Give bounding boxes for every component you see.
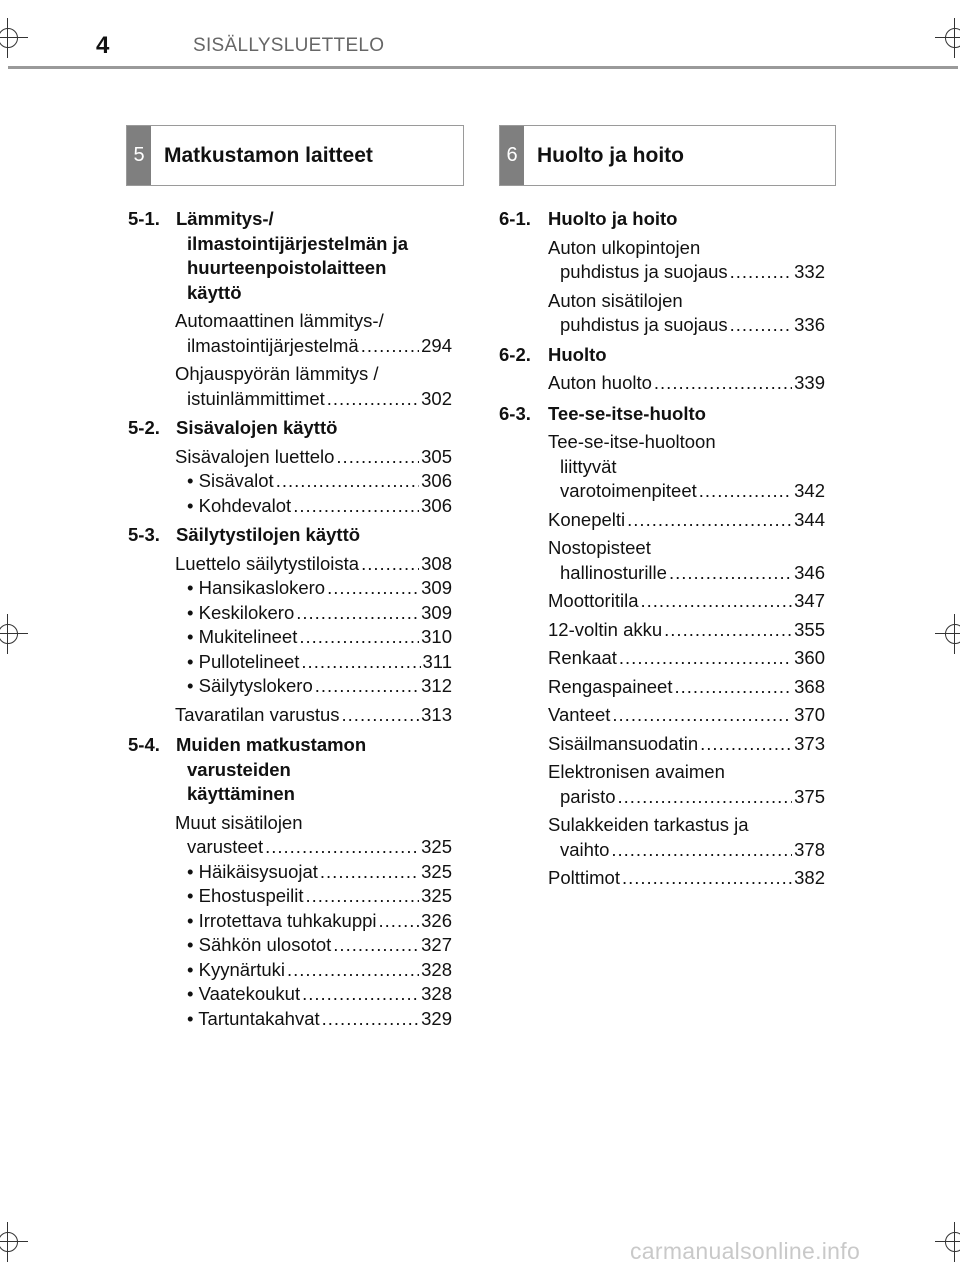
- toc-entry[interactable]: Polttimot ..... 382: [548, 866, 825, 891]
- toc-entry[interactable]: Sisävalojen luettelo ..... 305: [175, 445, 452, 470]
- toc-sub-entry[interactable]: • Hansikaslokero ..... 309: [175, 576, 452, 601]
- registration-mark-icon: [0, 614, 28, 654]
- section-heading[interactable]: 5-3. Säilytystilojen käyttö: [128, 524, 361, 545]
- section-tab-title: Matkustamon laitteet: [164, 144, 373, 167]
- section-heading[interactable]: [128, 207, 452, 305]
- section-heading[interactable]: 5-4. Muiden matkustamon varusteiden käyttäminen: [128, 734, 367, 804]
- toc-sub-entry[interactable]: • Tartuntakahvat ..... 329: [175, 1007, 452, 1032]
- toc-sub-entry[interactable]: • Kohdevalot ..... 306: [175, 494, 452, 519]
- toc-sub-entry[interactable]: • Sähkön ulosotot ..... 327: [175, 933, 452, 958]
- section-heading[interactable]: 6-2. Huolto: [499, 343, 607, 365]
- toc-entry[interactable]: Rengaspaineet ..... 368: [548, 675, 825, 700]
- page-number: 4: [96, 32, 110, 59]
- toc-entry[interactable]: Sulakkeiden tarkastus ja vaihto ..... 378: [548, 813, 825, 862]
- toc-entry[interactable]: Vanteet ..... 370: [548, 703, 825, 728]
- toc-column-right: [499, 207, 825, 891]
- toc-entry[interactable]: Nostopisteet hallinosturille ..... 346: [548, 536, 825, 585]
- section-heading[interactable]: 6-1. Huolto ja hoito: [499, 208, 678, 229]
- toc-entry[interactable]: Elektronisen avaimen paristo ..... 375: [548, 760, 825, 809]
- toc-sub-entry[interactable]: • Säilytyslokero ..... 312: [175, 674, 452, 699]
- toc-entry[interactable]: Tee-se-itse-huoltoon liittyvät varotoimenpiteet ..... 342: [548, 430, 825, 504]
- watermark: carmanualsonline.info: [630, 1238, 861, 1264]
- section-tab-5: [126, 125, 464, 186]
- toc-entry[interactable]: Konepelti ..... 344: [548, 508, 825, 533]
- registration-mark-icon: [0, 1222, 28, 1262]
- toc-entry[interactable]: Auton huolto ..... 339: [548, 371, 825, 396]
- toc-entry[interactable]: Renkaat ..... 360: [548, 646, 825, 671]
- section-name: Lämmitys-/ ilmastointijärjestelmän ja huurteenpoistolaitteen käyttö: [176, 208, 409, 303]
- toc-entry[interactable]: Moottoritila ..... 347: [548, 589, 825, 614]
- toc-column-left: [128, 207, 452, 1031]
- toc-sub-entry[interactable]: • Irrotettava tuhkakuppi ..... 326: [175, 909, 452, 934]
- toc-sub-entry[interactable]: • Kyynärtuki ..... 328: [175, 958, 452, 983]
- toc-sub-entry[interactable]: • Ehostuspeilit ..... 325: [175, 884, 452, 909]
- toc-entry[interactable]: 12-voltin akku ..... 355: [548, 618, 825, 643]
- toc-entry[interactable]: Sisäilmansuodatin ..... 373: [548, 732, 825, 757]
- header-rule: [8, 66, 958, 69]
- section-tab-title: Huolto ja hoito: [537, 144, 684, 167]
- section-tab-number: 5: [127, 126, 151, 185]
- toc-sub-entry[interactable]: • Häikäisysuojat ..... 325: [175, 860, 452, 885]
- registration-mark-icon: [935, 614, 960, 654]
- section-tab-6: [499, 125, 836, 186]
- section-heading[interactable]: 6-3. Tee-se-itse-huolto: [499, 402, 706, 424]
- toc-entry[interactable]: Muut sisätilojen varusteet ..... 325: [175, 811, 452, 860]
- page-header: [0, 28, 960, 72]
- section-heading[interactable]: 5-2. Sisävalojen käyttö: [128, 417, 338, 438]
- section-tab-number: 6: [500, 126, 524, 185]
- toc-entry[interactable]: Luettelo säilytystiloista ..... 308: [175, 552, 452, 577]
- toc-sub-entry[interactable]: • Pullotelineet ..... 311: [175, 650, 452, 675]
- page-title: SISÄLLYSLUETTELO: [193, 35, 385, 56]
- toc-entry[interactable]: Automaattinen lämmitys-/ ilmastointijärjestelmä ..... 294: [175, 309, 452, 358]
- toc-entry[interactable]: Ohjauspyörän lämmitys / istuinlämmittimet ..... 302: [175, 362, 452, 411]
- toc-entry[interactable]: Auton sisätilojen puhdistus ja suojaus ..... 336: [548, 289, 825, 338]
- toc-sub-entry[interactable]: • Mukitelineet ..... 310: [175, 625, 452, 650]
- toc-sub-entry[interactable]: • Sisävalot ..... 306: [175, 469, 452, 494]
- section-number: 5-1.: [128, 208, 160, 229]
- toc-entry[interactable]: Tavaratilan varustus ..... 313: [175, 703, 452, 728]
- toc-entry[interactable]: Auton ulkopintojen puhdistus ja suojaus ..... 332: [548, 236, 825, 285]
- toc-sub-entry[interactable]: • Keskilokero ..... 309: [175, 601, 452, 626]
- toc-sub-entry[interactable]: • Vaatekoukut ..... 328: [175, 982, 452, 1007]
- registration-mark-icon: [935, 1222, 960, 1262]
